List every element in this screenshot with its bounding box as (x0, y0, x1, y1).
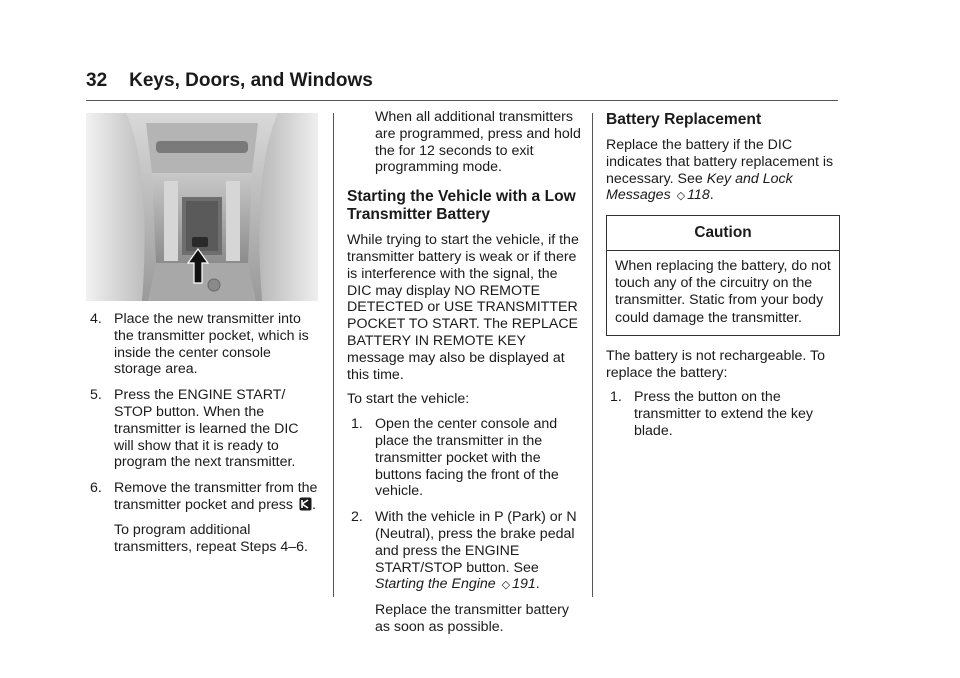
continued-text: When all additional transmitters are programmed, press and hold the for 12 seconds to exit programming mode. (375, 109, 581, 176)
page-ref-icon: ◇ (501, 579, 511, 592)
step-number: 1. (610, 389, 622, 406)
body-paragraph: The battery is not rechargeable. To replace the battery: (606, 347, 825, 381)
list-item (86, 387, 320, 471)
caution-title: Caution (607, 216, 839, 251)
caution-text: When replacing the battery, do not touch any of the circuitry on the transmitter. Static from your body could damage the transmitter. (615, 257, 831, 326)
body-paragraph (606, 137, 840, 205)
page-reference[interactable]: 191 (512, 576, 536, 593)
list-item (347, 416, 583, 500)
step-number: 6. (90, 480, 102, 497)
step-text: Press the ENGINE START/ STOP button. When the transmitter is learned the DIC will show that it is ready to program the next transmitter. (114, 387, 299, 471)
cross-reference-link[interactable]: Key and Lock Messages (606, 170, 793, 204)
punctuation: . (535, 576, 540, 593)
key-button-icon (299, 497, 312, 511)
list-item (86, 311, 320, 378)
step-text-end: . (311, 496, 316, 513)
step-number: 1. (351, 416, 363, 433)
column-left (86, 113, 320, 564)
punctuation: . (709, 187, 714, 204)
step-number: 2. (351, 509, 363, 526)
step-text: With the vehicle in P (Park) or N (Neutral), press the brake pedal and press the ENGINE START/STOP button. See (375, 509, 577, 576)
center-console-transmitter-pocket-photo (86, 113, 318, 301)
column-divider (333, 113, 334, 597)
steps-list (347, 416, 583, 636)
page-ref-icon: ◇ (676, 190, 686, 203)
column-middle (347, 109, 583, 645)
step-text: Remove the transmitter from the transmitter pocket and press (114, 480, 318, 513)
page-header (86, 70, 838, 101)
step-number: 4. (90, 311, 102, 327)
step-number: 5. (90, 387, 102, 404)
intro-text: To start the vehicle: (347, 391, 470, 408)
note-text: To program additional transmitters, repeat Steps 4–6. (114, 521, 308, 555)
list-item (347, 509, 583, 636)
steps-list (606, 389, 840, 439)
step-text: Place the new transmitter into the transmitter pocket, which is inside the center console storage area. (114, 311, 309, 378)
steps-list (86, 311, 320, 555)
body-paragraph: While trying to start the vehicle, if the transmitter battery is weak or if there is interference with the signal, the DIC may display NO REMOTE DETECTED or USE TRANSMITTER POCKET TO START. The REPLACE BATTERY IN REMOTE KEY message may also be displayed at this time. (347, 232, 579, 383)
list-item (86, 480, 320, 555)
page-reference[interactable]: 118 (687, 187, 710, 204)
step-text: Open the center console and place the transmitter in the transmitter pocket with the buttons facing the front of the vehicle. (375, 416, 559, 500)
column-right (606, 109, 840, 449)
column-divider (592, 113, 593, 597)
cross-reference-link[interactable]: Starting the Engine (375, 576, 496, 593)
page-number: 32 (86, 70, 108, 91)
section-heading: Starting the Vehicle with a Low Transmitter Battery (347, 188, 576, 224)
body-text: Replace the battery if the DIC indicates that battery replacement is necessary. See (606, 137, 834, 187)
step-text: Press the button on the transmitter to extend the key blade. (634, 389, 814, 439)
caution-box (606, 215, 840, 336)
section-heading: Battery Replacement (606, 111, 762, 128)
page-title: Keys, Doors, and Windows (129, 70, 373, 91)
followup-text: Replace the transmitter battery as soon as possible. (375, 602, 569, 635)
list-item (606, 389, 840, 439)
